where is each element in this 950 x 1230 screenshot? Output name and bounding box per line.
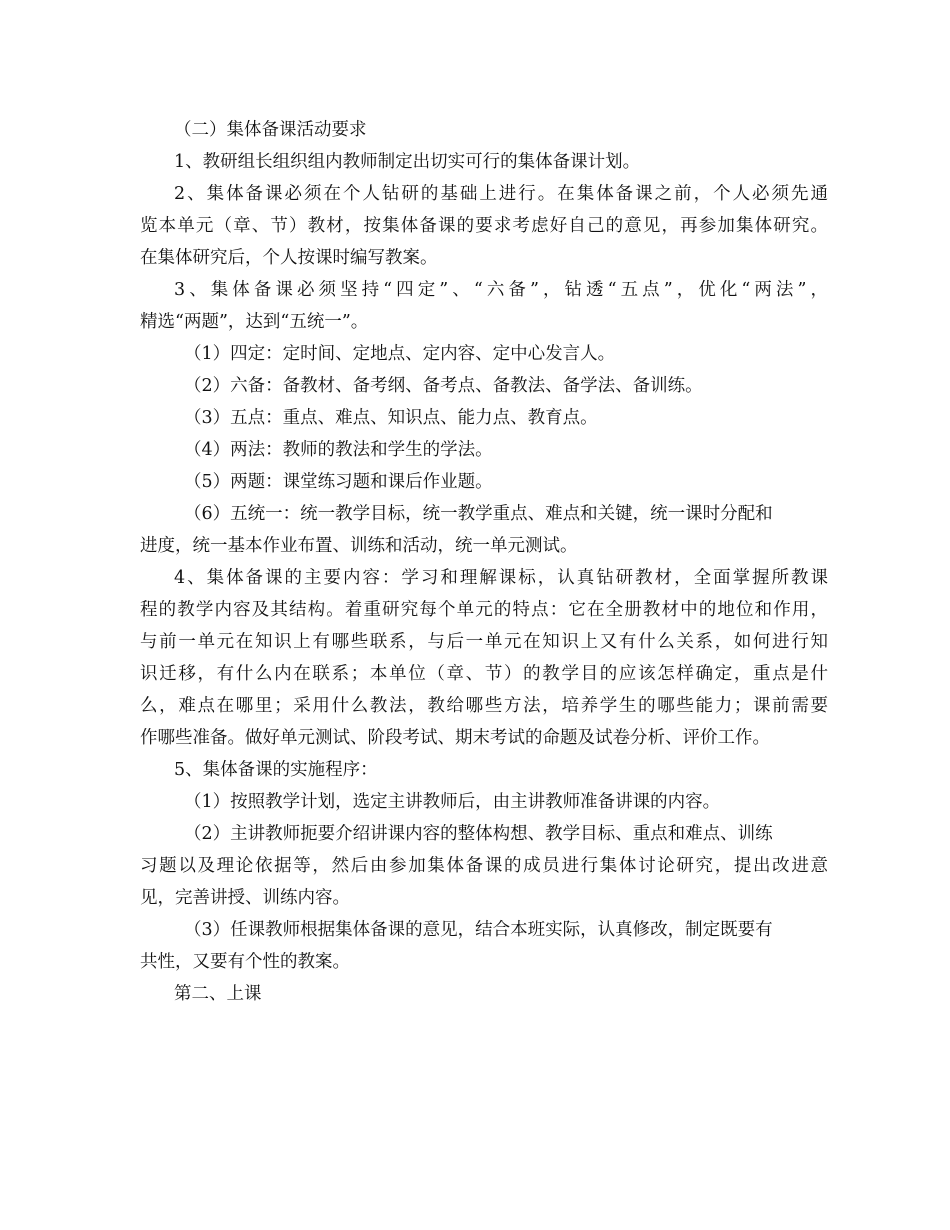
list-item: （1）四定：定时间、定地点、定内容、定中心发言人。 (184, 344, 616, 364)
paragraph-line: 识迁移，有什么内在联系；本单位（章、节）的教学目的应该怎样确定，重点是什 (140, 664, 828, 684)
paragraph-line: 精选“两题”，达到“五统一”。 (140, 312, 369, 332)
section-heading: （二）集体备课活动要求 (174, 120, 367, 140)
document-body (140, 114, 828, 1010)
paragraph-line: 进度，统一基本作业布置、训练和活动，统一单元测试。 (140, 536, 578, 556)
list-item: （3）五点：重点、难点、知识点、能力点、教育点。 (184, 408, 598, 428)
paragraph-line: 见，完善讲授、训练内容。 (140, 888, 350, 908)
list-item: （5）两题：课堂练习题和课后作业题。 (184, 472, 493, 492)
paragraph-line: 在集体研究后，个人按课时编写教案。 (140, 248, 438, 268)
list-item: （1）按照教学计划，选定主讲教师后，由主讲教师准备讲课的内容。 (184, 792, 721, 812)
paragraph-line: 5、集体备课的实施程序： (174, 760, 378, 780)
paragraph-line: 1、教研组长组织组内教师制定出切实可行的集体备课计划。 (174, 152, 641, 172)
paragraph-line: 习题以及理论依据等，然后由参加集体备课的成员进行集体讨论研究，提出改进意 (140, 856, 828, 876)
paragraph-line: 共性，又要有个性的教案。 (140, 952, 350, 972)
paragraph-line: 与前一单元在知识上有哪些联系，与后一单元在知识上又有什么关系，如何进行知 (140, 632, 828, 652)
section-heading: 第二、上课 (174, 984, 262, 1004)
list-item: （2）主讲教师扼要介绍讲课内容的整体构想、教学目标、重点和难点、训练 (184, 824, 773, 844)
paragraph-line: 4、集体备课的主要内容：学习和理解课标，认真钻研教材，全面掌握所教课 (174, 568, 828, 588)
paragraph-line: 2、集体备课必须在个人钻研的基础上进行。在集体备课之前，个人必须先通 (174, 184, 828, 204)
list-item: （2）六备：备教材、备考纲、备考点、备教法、备学法、备训练。 (184, 376, 703, 396)
list-item: （3）任课教师根据集体备课的意见，结合本班实际，认真修改，制定既要有 (184, 920, 773, 940)
list-item: （6）五统一：统一教学目标，统一教学重点、难点和关键，统一课时分配和 (184, 504, 773, 524)
paragraph-line: 览本单元（章、节）教材，按集体备课的要求考虑好自己的意见，再参加集体研究。 (140, 216, 828, 236)
paragraph-line: 程的教学内容及其结构。着重研究每个单元的特点：它在全册教材中的地位和作用， (140, 600, 828, 620)
paragraph-line: 么，难点在哪里；采用什么教法，教给哪些方法，培养学生的哪些能力；课前需要 (140, 696, 828, 716)
paragraph-line: 3、集体备课必须坚持“四定”、“六备”，钻透“五点”，优化“两法”， (174, 280, 828, 300)
list-item: （4）两法：教师的教法和学生的学法。 (184, 440, 493, 460)
paragraph-line: 作哪些准备。做好单元测试、阶段考试、期末考试的命题及试卷分析、评价工作。 (140, 728, 770, 748)
